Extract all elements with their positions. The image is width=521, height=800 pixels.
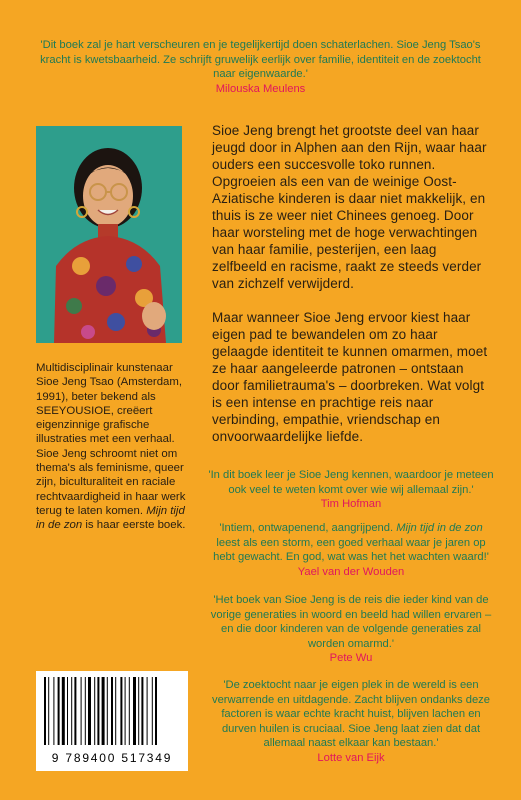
review-quote-author: Lotte van Eijk	[317, 751, 385, 764]
blurb-paragraph-2: Maar wanneer Sioe Jeng ervoor kiest haar eigen pad te bewandelen om zo haar gelaagde identiteit te kunnen omarmen, moet ze haar aangeleerde patronen – ontstaan door familietrauma's – doorbreken. Wat volgt is een intense en prachtige reis naar verbinding, empathie, vriendschap en onvoorwaardelijke liefde.	[212, 310, 488, 444]
top-quote-author: Milouska Meulens	[215, 82, 306, 95]
bio-suffix: is haar eerste boek.	[85, 519, 186, 532]
isbn-number: 9 789400 517349	[51, 751, 173, 765]
review-quote-text-a: 'Intiem, ontwapenend, aangrijpend.	[219, 522, 394, 534]
review-quote-3	[206, 593, 496, 666]
author-portrait-image	[36, 126, 182, 343]
review-quote-2	[206, 521, 496, 579]
review-quote-1	[206, 468, 496, 512]
top-quote-text: 'Dit boek zal je hart verscheuren en je tegelijkertijd doen schaterlachen. Sioe Jeng Tsao's kracht is kwetsbaarheid. Ze schrijft gruwelijk eerlijk over familie, identiteit en de zoektocht naar eigenwaarde.'	[40, 39, 481, 80]
isbn-barcode	[36, 671, 188, 771]
author-bio	[36, 361, 188, 533]
barcode-bars	[36, 671, 188, 749]
back-cover-blurb	[212, 122, 494, 445]
bio-book-title: Mijn tijd in de zon	[36, 504, 185, 532]
review-quote-text-b: leest als een storm, een goed verhaal waar je jaren op hebt gewacht. En god, wat was het het wachten waard!'	[213, 536, 489, 563]
author-photo	[36, 126, 182, 343]
review-quote-author: Pete Wu	[329, 652, 373, 664]
review-quote-text: 'Het boek van Sioe Jeng is de reis die ieder kind van de vorige generaties in woord en beeld had willen ervaren – en die door kinderen van de volgende generaties zal worden omarmd.'	[210, 594, 492, 650]
bio-text: Multidisciplinair kunstenaar Sioe Jeng Tsao (Amsterdam, 1991), beter bekend als SEEYOUSIOE, creëert eigenzinnige grafische illustraties met een verhaal. Sioe Jeng schroomt niet om thema's als feminisme, queer zijn, biculturaliteit en raciale rechtvaardigheid in haar werk terug te laten komen.	[36, 362, 186, 517]
review-quote-text: 'In dit boek leer je Sioe Jeng kennen, waardoor je meteen ook veel te weten komt over wie wij allemaal zijn.'	[208, 469, 494, 496]
review-quote-author: Yael van der Wouden	[297, 565, 405, 578]
review-quote-4	[206, 678, 496, 765]
review-quote-book-title: Mijn tijd in de zon	[396, 522, 483, 534]
blurb-paragraph-1: Sioe Jeng brengt het grootste deel van haar jeugd door in Alphen aan den Rijn, waar haar ouders een succesvolle toko runnen. Opgroeien als een van de weinige Oost-Aziatische kinderen is daar niet makkelijk, en thuis is ze weer niet Chinees genoeg. Door haar worsteling met de hoge verwachtingen van haar familie, pesterijen, een laag zelfbeeld en racisme, raakt ze steeds verder van zichzelf verwijderd.	[212, 123, 487, 291]
top-quote	[40, 38, 481, 96]
review-quote-text: 'De zoektocht naar je eigen plek in de wereld is een verwarrende en uitdagende. Zacht blijven ondanks deze factoren is waar echte kracht huist, blijven lachen en durven huilen is cruciaal. Sioe Jeng laat zien dat dat allemaal naast elkaar kan bestaan.'	[211, 679, 490, 749]
review-quote-author: Tim Hofman	[320, 498, 382, 510]
